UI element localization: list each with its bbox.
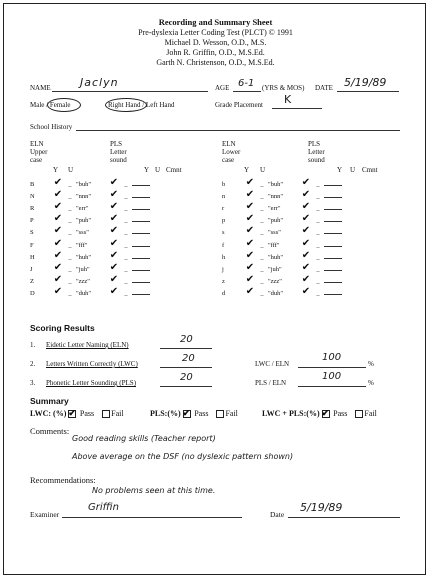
eln-no-blank[interactable]: _: [260, 193, 264, 201]
pls-yes-check[interactable]: ✔: [109, 273, 119, 285]
letter-sound: "puh": [268, 217, 284, 225]
pls-yes-check[interactable]: ✔: [109, 285, 119, 297]
eln-no-blank[interactable]: _: [68, 205, 72, 213]
right-pls-head: PLS Letter sound: [308, 140, 325, 164]
letter-cell: S: [30, 229, 34, 237]
pls-eln-label: PLS / ELN: [255, 379, 287, 387]
letter-sound: "zzz": [76, 277, 90, 285]
lwc-eln-line: [298, 367, 366, 368]
right-letter-row: [222, 200, 344, 212]
letter-cell: R: [30, 205, 35, 213]
right-letter-row: [222, 285, 344, 297]
letter-sound: "buh": [76, 181, 92, 189]
letter-sound: "nnn": [76, 193, 92, 201]
eln-yes-check[interactable]: ✔: [53, 237, 63, 249]
author-3: Garth N. Christenson, O.D., M.S.Ed.: [156, 58, 275, 67]
comment-line: [324, 204, 342, 210]
name-line: [52, 91, 208, 92]
comment-blank[interactable]: [324, 200, 344, 212]
both-fail-checkbox[interactable]: [355, 410, 363, 418]
letter-sound: "puh": [76, 217, 92, 225]
left-letter-row: [30, 176, 152, 188]
letter-cell: r: [222, 205, 225, 213]
letter-cell: P: [30, 217, 34, 225]
lwc-fail-checkbox[interactable]: [102, 410, 110, 418]
letter-sound: "err": [76, 205, 89, 213]
right-pls-y-head: Y: [337, 166, 343, 174]
grade-value[interactable]: K: [284, 93, 292, 106]
left-pls-head: PLS Letter sound: [110, 140, 127, 164]
female-circle: [47, 98, 81, 112]
pls-yes-check[interactable]: ✔: [109, 237, 119, 249]
letter-sound: "fff": [268, 241, 280, 249]
pls-no-blank[interactable]: _: [316, 289, 320, 297]
eln-yes-check[interactable]: ✔: [245, 261, 255, 273]
eln-no-blank[interactable]: _: [260, 205, 264, 213]
comment-blank[interactable]: [132, 249, 152, 261]
left-letter-row: [30, 249, 152, 261]
pls-yes-check[interactable]: ✔: [301, 285, 311, 297]
letter-sound: "huh": [268, 253, 284, 261]
eln-no-blank[interactable]: _: [260, 289, 264, 297]
score-1-line: [160, 348, 212, 349]
score-1-label: Eidetic Letter Naming (ELN): [46, 341, 129, 349]
eln-no-blank[interactable]: _: [260, 217, 264, 225]
pls-pass-check-icon: ✔: [182, 408, 191, 418]
right-letter-row: [222, 212, 344, 224]
school-history-line: [76, 130, 400, 131]
pls-yes-check[interactable]: ✔: [301, 189, 311, 201]
eln-no-blank[interactable]: _: [68, 241, 72, 249]
comment-blank[interactable]: [324, 261, 344, 273]
pls-no-blank[interactable]: _: [316, 277, 320, 285]
comment-line: [132, 216, 150, 222]
eln-yes-check[interactable]: ✔: [245, 237, 255, 249]
right-y-head: Y: [244, 166, 250, 174]
left-letter-grid: [30, 176, 152, 297]
comments-label: Comments:: [30, 426, 70, 436]
pls-no-blank[interactable]: _: [316, 205, 320, 213]
letter-cell: s: [222, 229, 225, 237]
left-y-head: Y: [53, 166, 59, 174]
eln-no-blank[interactable]: _: [260, 265, 264, 273]
comment-blank[interactable]: [324, 273, 344, 285]
scoring-title: Scoring Results: [30, 323, 95, 333]
footer-date-value[interactable]: 5/19/89: [300, 501, 343, 514]
eln-yes-check[interactable]: ✔: [245, 177, 255, 189]
eln-no-blank[interactable]: _: [68, 181, 72, 189]
letter-cell: j: [222, 265, 224, 273]
letter-sound: "sss": [268, 229, 281, 237]
pls-no-blank[interactable]: _: [124, 229, 128, 237]
eln-yes-check[interactable]: ✔: [53, 261, 63, 273]
comment-blank[interactable]: [132, 285, 152, 297]
summary-title: Summary: [30, 396, 69, 406]
eln-no-blank[interactable]: _: [260, 229, 264, 237]
eln-yes-check[interactable]: ✔: [245, 273, 255, 285]
comment-blank[interactable]: [324, 188, 344, 200]
score-1-num: 1.: [30, 341, 36, 349]
pls-no-blank[interactable]: _: [124, 205, 128, 213]
comment-line: [324, 228, 342, 234]
pls-yes-check[interactable]: ✔: [109, 201, 119, 213]
letter-cell: p: [222, 217, 226, 225]
eln-yes-check[interactable]: ✔: [245, 213, 255, 225]
left-pls-u-head: U: [155, 166, 161, 174]
age-unit: (YRS & MOS): [262, 84, 305, 92]
right-letter-row: [222, 188, 344, 200]
eln-yes-check[interactable]: ✔: [53, 177, 63, 189]
comment-line-2[interactable]: Above average on the DSF (no dyslexic pattern shown): [72, 452, 294, 461]
pls-no-blank[interactable]: _: [124, 253, 128, 261]
eln-no-blank[interactable]: _: [260, 277, 264, 285]
letter-sound: "huh": [76, 253, 92, 261]
comment-line: [132, 228, 150, 234]
comment-blank[interactable]: [132, 236, 152, 248]
left-letter-row: [30, 212, 152, 224]
comment-line: [324, 216, 342, 222]
comment-line: [132, 289, 150, 295]
left-letter-row: [30, 285, 152, 297]
recommendation-line-1[interactable]: No problems seen at this time.: [92, 486, 216, 495]
pls-fail-checkbox[interactable]: [216, 410, 224, 418]
pls-no-blank[interactable]: _: [124, 265, 128, 273]
letter-sound: "nnn": [268, 193, 284, 201]
examiner-line: [62, 517, 242, 518]
eln-no-blank[interactable]: _: [260, 241, 264, 249]
pls-yes-check[interactable]: ✔: [109, 225, 119, 237]
comment-blank[interactable]: [132, 212, 152, 224]
letter-cell: B: [30, 181, 35, 189]
score-2-line: [160, 367, 212, 368]
eln-yes-check[interactable]: ✔: [245, 249, 255, 261]
pls-no-blank[interactable]: _: [316, 193, 320, 201]
examiner-label: Examiner: [30, 510, 60, 519]
eln-yes-check[interactable]: ✔: [245, 285, 255, 297]
left-letter-row: [30, 224, 152, 236]
pls-no-blank[interactable]: _: [316, 265, 320, 273]
eln-no-blank[interactable]: _: [68, 289, 72, 297]
author-1: Michael D. Wesson, O.D., M.S.: [164, 38, 267, 47]
pls-no-blank[interactable]: _: [316, 241, 320, 249]
name-label: NAME: [30, 84, 51, 92]
letter-cell: b: [222, 181, 226, 189]
comment-line: [132, 265, 150, 271]
lwc-eln-label: LWC / ELN: [255, 360, 290, 368]
score-1-value[interactable]: 20: [180, 334, 193, 345]
left-eln-head: ELN Upper case: [30, 140, 48, 164]
right-pls-u-head: U: [350, 166, 356, 174]
right-u-head: U: [260, 166, 266, 174]
right-letter-row: [222, 273, 344, 285]
form-title: Recording and Summary Sheet: [158, 17, 273, 27]
letter-sound: "duh": [268, 289, 284, 297]
date-line: [337, 91, 399, 92]
score-3-num: 3.: [30, 379, 36, 387]
pls-yes-check[interactable]: ✔: [109, 213, 119, 225]
pls-yes-check[interactable]: ✔: [301, 213, 311, 225]
left-letter-row: [30, 188, 152, 200]
comment-line: [324, 265, 342, 271]
comment-blank[interactable]: [324, 236, 344, 248]
comment-blank[interactable]: [132, 261, 152, 273]
letter-sound: "juh": [268, 265, 282, 273]
pls-no-blank[interactable]: _: [124, 241, 128, 249]
letter-sound: "fff": [76, 241, 88, 249]
letter-sound: "duh": [76, 289, 92, 297]
eln-yes-check[interactable]: ✔: [53, 285, 63, 297]
letter-sound: "juh": [76, 265, 90, 273]
pls-yes-check[interactable]: ✔: [301, 273, 311, 285]
letter-cell: n: [222, 193, 226, 201]
pls-no-blank[interactable]: _: [124, 217, 128, 225]
score-3-label: Phonetic Letter Sounding (PLS): [46, 379, 137, 387]
letter-cell: N: [30, 193, 35, 201]
examiner-signature[interactable]: Griffin: [88, 502, 119, 513]
eln-no-blank[interactable]: _: [68, 253, 72, 261]
eln-yes-check[interactable]: ✔: [245, 201, 255, 213]
eln-yes-check[interactable]: ✔: [53, 249, 63, 261]
comment-blank[interactable]: [132, 176, 152, 188]
pls-yes-check[interactable]: ✔: [301, 237, 311, 249]
pls-yes-check[interactable]: ✔: [301, 201, 311, 213]
pls-no-blank[interactable]: _: [316, 253, 320, 261]
pls-yes-check[interactable]: ✔: [109, 189, 119, 201]
footer-date-label: Date: [270, 510, 285, 519]
both-pass-check-icon: ✔: [321, 408, 330, 418]
eln-no-blank[interactable]: _: [68, 277, 72, 285]
date-label: DATE: [315, 84, 333, 92]
comment-line: [132, 192, 150, 198]
date-value[interactable]: 5/19/89: [344, 76, 387, 89]
letter-sound: "sss": [76, 229, 89, 237]
pls-yes-check[interactable]: ✔: [301, 249, 311, 261]
eln-yes-check[interactable]: ✔: [53, 189, 63, 201]
comment-blank[interactable]: [132, 200, 152, 212]
comment-line: [132, 277, 150, 283]
comment-blank[interactable]: [324, 176, 344, 188]
sex-label: Male / Female: [30, 101, 71, 109]
right-hand-circle: [105, 98, 147, 112]
comment-line: [132, 253, 150, 259]
pls-no-blank[interactable]: _: [124, 193, 128, 201]
comment-line-1[interactable]: Good reading skills (Teacher report): [72, 434, 216, 443]
pls-no-blank[interactable]: _: [316, 181, 320, 189]
lwc-eln-value[interactable]: 100: [322, 352, 342, 363]
name-value[interactable]: Jaclyn: [80, 76, 119, 89]
school-history-label: School History: [30, 123, 73, 131]
comment-line: [324, 289, 342, 295]
lwc-pass-check-icon: ✔: [68, 408, 76, 418]
comment-line: [132, 180, 150, 186]
right-cmnt-head: Cmnt: [362, 166, 378, 174]
comment-line: [324, 277, 342, 283]
eln-yes-check[interactable]: ✔: [53, 273, 63, 285]
left-letter-row: [30, 273, 152, 285]
pls-no-blank[interactable]: _: [124, 277, 128, 285]
summary-pls: PLS:(%) ✔ Pass Fail: [150, 408, 238, 418]
footer-date-line: [288, 517, 400, 518]
comment-blank[interactable]: [324, 212, 344, 224]
letter-sound: "buh": [268, 181, 284, 189]
comment-blank[interactable]: [132, 273, 152, 285]
eln-no-blank[interactable]: _: [260, 181, 264, 189]
pls-no-blank[interactable]: _: [316, 217, 320, 225]
right-letter-row: [222, 249, 344, 261]
letter-sound: "zzz": [268, 277, 282, 285]
age-label: AGE: [215, 84, 230, 92]
pls-no-blank[interactable]: _: [124, 289, 128, 297]
grade-line: [272, 108, 322, 109]
letter-cell: d: [222, 289, 226, 297]
comment-line: [324, 180, 342, 186]
pls-no-blank[interactable]: _: [124, 181, 128, 189]
left-u-head: U: [68, 166, 74, 174]
comment-blank[interactable]: [132, 224, 152, 236]
left-pls-y-head: Y: [144, 166, 150, 174]
author-2: John R. Griffin, O.D., M.S.Ed.: [166, 48, 265, 57]
letter-cell: h: [222, 253, 226, 261]
letter-cell: D: [30, 289, 35, 297]
eln-no-blank[interactable]: _: [68, 229, 72, 237]
comment-blank[interactable]: [324, 285, 344, 297]
pls-yes-check[interactable]: ✔: [301, 261, 311, 273]
eln-yes-check[interactable]: ✔: [245, 225, 255, 237]
comment-blank[interactable]: [132, 188, 152, 200]
eln-no-blank[interactable]: _: [68, 265, 72, 273]
right-letter-row: [222, 261, 344, 273]
recommendations-label: Recommendations:: [30, 475, 96, 485]
eln-yes-check[interactable]: ✔: [245, 189, 255, 201]
right-letter-row: [222, 236, 344, 248]
pls-eln-line: [298, 386, 366, 387]
summary-both: LWC + PLS:(%) ✔ Pass Fail: [262, 408, 377, 418]
pls-yes-check[interactable]: ✔: [109, 249, 119, 261]
score-2-label: Letters Written Correctly (LWC): [46, 360, 138, 368]
score-3-line: [160, 386, 212, 387]
comment-line: [324, 253, 342, 259]
letter-cell: f: [222, 241, 225, 249]
age-value[interactable]: 6-1: [238, 78, 255, 89]
eln-yes-check[interactable]: ✔: [53, 201, 63, 213]
letter-cell: J: [30, 265, 33, 273]
grade-label: Grade Placement: [215, 101, 264, 109]
summary-lwc: LWC: (%) ✔ Pass Fail: [30, 408, 124, 418]
letter-cell: H: [30, 253, 35, 261]
pls-eln-value[interactable]: 100: [322, 371, 342, 382]
left-letter-row: [30, 261, 152, 273]
letter-cell: z: [222, 277, 225, 285]
pls-yes-check[interactable]: ✔: [301, 177, 311, 189]
pls-yes-check[interactable]: ✔: [109, 261, 119, 273]
letter-sound: "err": [268, 205, 281, 213]
hand-label: Right Hand / Left Hand: [108, 101, 175, 109]
right-letter-row: [222, 176, 344, 188]
right-eln-head: ELN Lower case: [222, 140, 241, 164]
lwc-eln-pct: %: [368, 360, 374, 368]
pls-yes-check[interactable]: ✔: [109, 177, 119, 189]
pls-no-blank[interactable]: _: [316, 229, 320, 237]
eln-no-blank[interactable]: _: [260, 253, 264, 261]
score-3-value[interactable]: 20: [180, 372, 193, 383]
letter-cell: F: [30, 241, 34, 249]
comment-line: [324, 241, 342, 247]
comment-blank[interactable]: [324, 249, 344, 261]
right-letter-row: [222, 224, 344, 236]
comment-line: [132, 241, 150, 247]
comment-line: [132, 204, 150, 210]
comment-blank[interactable]: [324, 224, 344, 236]
left-cmnt-head: Cmnt: [166, 166, 182, 174]
eln-yes-check[interactable]: ✔: [53, 213, 63, 225]
score-2-value[interactable]: 20: [182, 353, 195, 364]
score-2-num: 2.: [30, 360, 36, 368]
age-line: [233, 91, 261, 92]
test-name: Pre-dyslexia Letter Coding Test (PLCT) © 1991: [138, 28, 293, 37]
letter-cell: Z: [30, 277, 34, 285]
eln-no-blank[interactable]: _: [68, 217, 72, 225]
right-letter-grid: [222, 176, 344, 297]
eln-no-blank[interactable]: _: [68, 193, 72, 201]
comment-line: [324, 192, 342, 198]
pls-eln-pct: %: [368, 379, 374, 387]
eln-yes-check[interactable]: ✔: [53, 225, 63, 237]
left-letter-row: [30, 200, 152, 212]
pls-yes-check[interactable]: ✔: [301, 225, 311, 237]
left-letter-row: [30, 236, 152, 248]
